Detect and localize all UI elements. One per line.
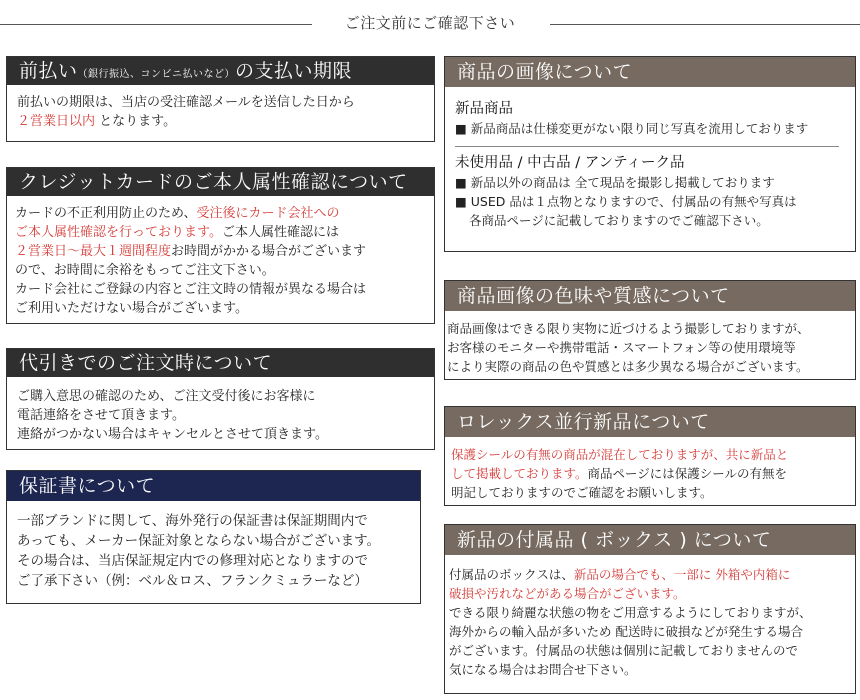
title-divider-right [550,24,860,25]
page-header [0,0,860,40]
warranty-body: 一部ブランドに関して、海外発行の保証書は保証期間内で あっても、メーカー保証対象とならない場合がございます。 その場合は、当店保証規定内での修理対応となりますので ご了承下さい（例：ベル＆ロス、フランクミュラーなど） [17,513,381,589]
page-title: ご注文前にご確認下さい [344,14,516,32]
color-body: 商品画像はできる限り実物に近づけるよう撮影しておりますが、 お客様のモニターや携帯電話・スマートフォン等の使用環境等 により実際の商品の色や質感とは多少異なる場合がございます。 [447,321,810,374]
prepay-body: 前払いの期限は、当店の受注確認メールを送信した日から ２営業日以内 となります。 [17,95,355,129]
box-body: 付属品のボックスは、新品の場合でも、一部に 外箱や内箱に 破損や汚れなどがある場合がございます。 できる限り綺麗な状態の物をご用意するようにしておりますが、 海外からの輸入品が多いため 配送時に破損などが発生する場合 がございます。付属品の状態は個別に記載しておりませんので 気になる場合はお問合せ下さい。 [449,567,812,677]
credit-body: カードの不正利用防止のため、受注後にカード会社への ご本人属性確認を行っております。ご本人属性確認には ２営業日～最大１週間程度お時間がかかる場合がございます ので、お時間に余裕をもってご注文下さい。 カード会社にご登録の内容とご注文時の情報が異なる場合は ご利用いただけない場合がございます。 [15,206,367,316]
box-section [444,524,856,694]
images-body: 新品商品 ■ 新品商品は仕様変更がない限り同じ写真を流用しております 未使用品 / 中古品 / アンティーク品 ■ 新品以外の商品は 全て現品を撮影し掲載しております ■ USED 品は１点物となりますので、付属品の有無や写真は 各商品ページに記載しておりますのでご確認下さい。 [455,99,847,230]
new-items-heading: 新品商品 [455,101,513,117]
cod-title: 代引きでのご注文時について [7,349,434,377]
cod-section [6,348,435,450]
images-divider [455,146,839,147]
rolex-section [444,406,856,506]
images-section [444,56,856,252]
box-title: 新品の付属品 ( ボックス ) について [445,525,855,555]
prepay-section [6,56,435,142]
used-items-heading: 未使用品 / 中古品 / アンティーク品 [455,155,685,171]
warranty-section [6,470,421,604]
warranty-title: 保証書について [7,471,420,501]
color-title: 商品画像の色味や質感について [445,281,855,311]
cod-body: ご購入意思の確認のため、ご注文受付後にお客様に 電話連絡をさせて頂きます。 連絡がつかない場合はキャンセルとさせて頂きます。 [17,389,328,442]
images-title: 商品の画像について [445,57,855,87]
rolex-title: ロレックス並行新品について [445,407,855,437]
rolex-body: 保護シールの有無の商品が混在しておりますが、共に新品と して掲載しております。商品ページには保護シールの有無を 明記しておりますのでご確認をお願いします。 [451,447,789,500]
color-section [444,280,856,380]
prepay-title: 前払い（銀行振込、コンビニ払いなど）の支払い期限 [7,57,434,85]
credit-section [6,167,435,324]
credit-title: クレジットカードのご本人属性確認について [7,168,434,196]
